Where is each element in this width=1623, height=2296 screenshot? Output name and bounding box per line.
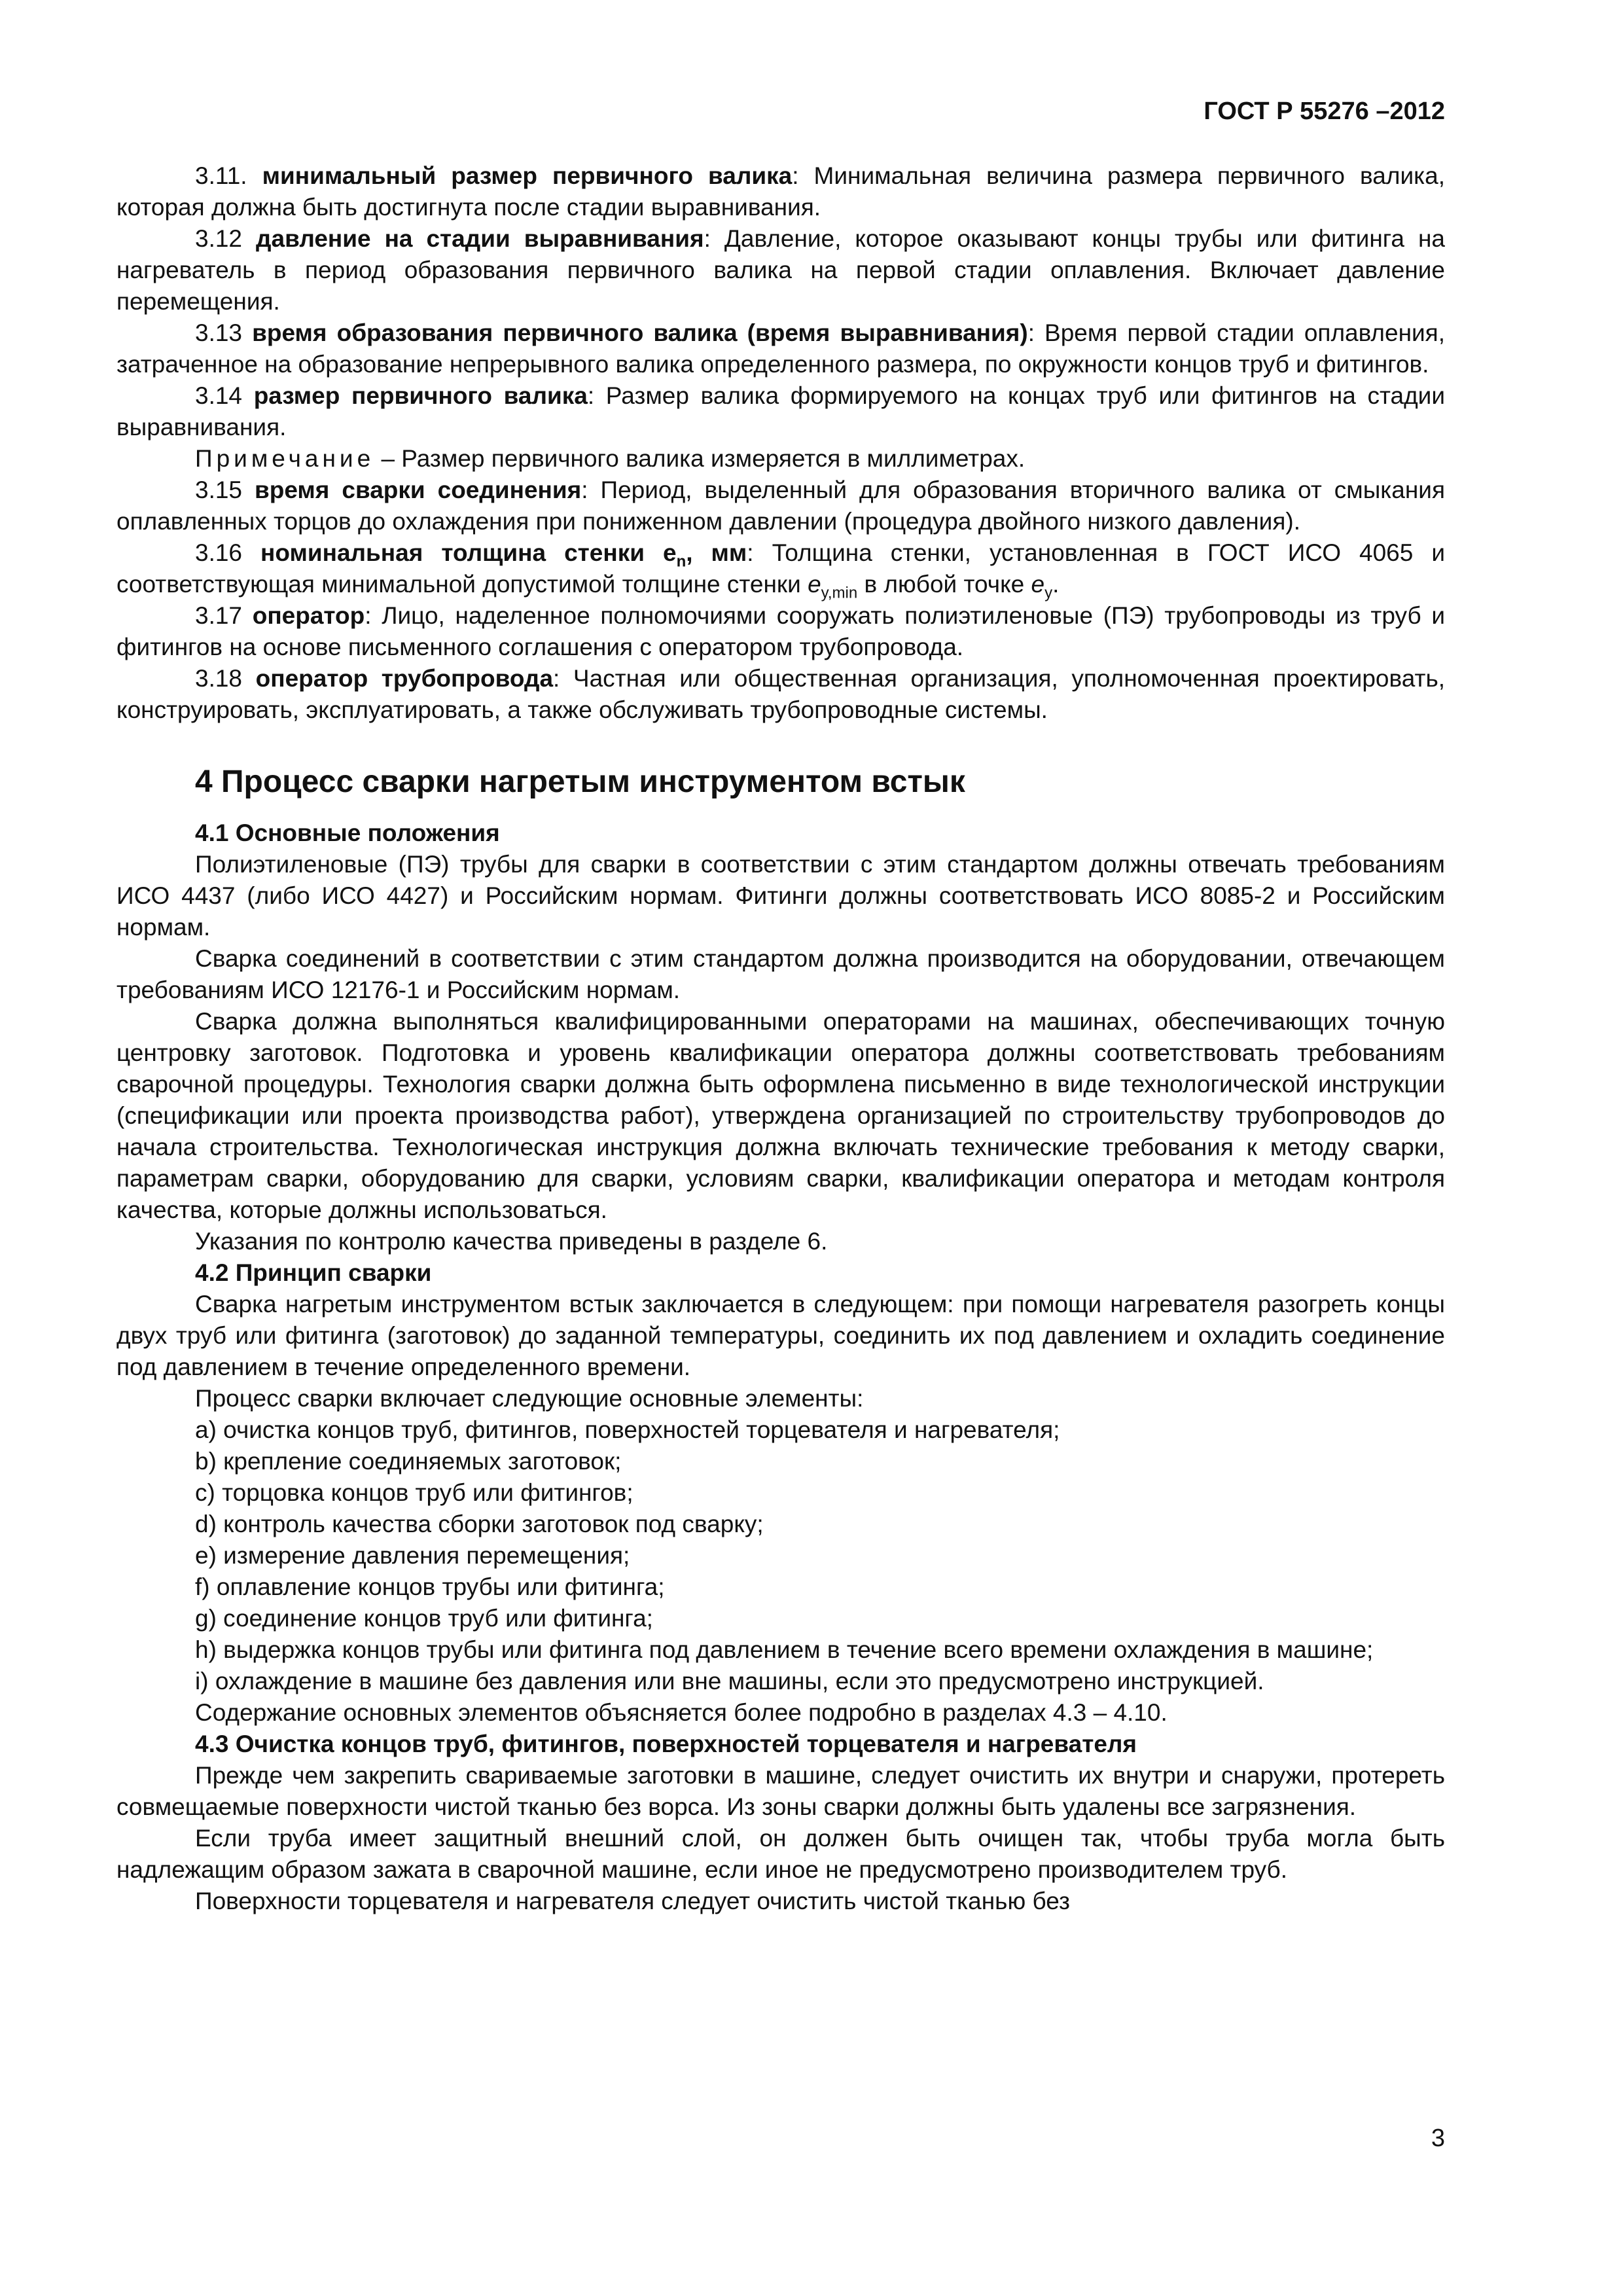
subsection-4-2-heading: 4.2 Принцип сварки [195,1259,432,1286]
list-item: f) оплавление концов трубы или фитинга; [195,1573,665,1600]
definition-term: оператор трубопровода [255,665,554,692]
definition-number: 3.13 [195,319,243,346]
list-item: g) соединение концов труб или фитинга; [195,1605,653,1632]
definition-text: : Давление, которое оказывают концы трубы или фитинга на нагреватель в период образования первичного валика на первой стадии оплавления. Включает давление перемещения. [116,225,1445,315]
definition-text: : Размер валика формируемого на концах труб или фитингов на стадии выравнивания. [116,382,1446,440]
note-label: Примечание [195,445,375,472]
definition-text: : Лицо, наделенное полномочиями сооружать полиэтиленовые (ПЭ) трубопроводы из труб и фитингов на основе письменного соглашения с оператором трубопровода. [116,602,1446,660]
definition-3-14 [116,380,1445,443]
definition-text: : Минимальная величина размера первичного валика, которая должна быть достигнута после стадии выравнивания. [116,162,1445,221]
symbol-e: e [808,571,821,598]
definition-term: минимальный размер первичного валика [262,162,793,189]
paragraph: Сварка нагретым инструментом встык заключается в следующем: при помощи нагревателя разогреть концы двух труб или фитинга (заготовок) до заданной температуры, соединить их под давлением и охладить соединение под давлением в течение определенного времени. [116,1291,1445,1380]
list-item: c) торцовка концов труб или фитингов; [195,1479,633,1506]
subsection-4-3-heading: 4.3 Очистка концов труб, фитингов, поверхностей торцевателя и нагревателя [195,1731,1137,1757]
paragraph: Полиэтиленовые (ПЭ) трубы для сварки в соответствии с этим стандартом должны отвечать требованиям ИСО 4437 (либо ИСО 4427) и Российским нормам. Фитинги должны соответствовать ИСО 8085-2 и Российским нормам. [116,851,1445,941]
definition-number: 3.16 [195,539,243,566]
definition-term [260,539,747,571]
symbol-e: e [1031,571,1045,598]
paragraph: Содержание основных элементов объясняется более подробно в разделах 4.3 – 4.10. [195,1699,1168,1726]
definition-text: : Частная или общественная организация, уполномоченная проектировать, конструировать, эксплуатировать, а также обслуживать трубопроводные системы. [116,665,1446,723]
section-4-heading: 4 Процесс сварки нагретым инструментом встык [195,764,965,799]
definition-3-15 [116,475,1445,537]
definition-3-13 [116,317,1445,380]
definition-term: время образования первичного валика (время выравнивания) [252,319,1028,346]
list-item: d) контроль качества сборки заготовок под сварку; [195,1511,764,1537]
paragraph: Если труба имеет защитный внешний слой, он должен быть очищен так, чтобы труба могла быть надлежащим образом зажата в сварочной машине, если иное не предусмотрено производителем труб. [116,1825,1445,1883]
term-part: номинальная толщина стенки e [260,539,677,566]
definition-number: 3.17 [195,602,243,629]
document-code-header: ГОСТ Р 55276 –2012 [1204,98,1445,125]
definition-text: : Толщина стенки, установленная в ГОСТ ИСО 4065 и соответствующая минимальной допустимой толщине стенки [116,539,1445,598]
definition-number: 3.18 [195,665,243,692]
definition-number: 3.11. [195,162,247,189]
definition-3-17 [116,600,1445,663]
page-number: 3 [1431,2125,1445,2152]
definition-term: время сварки соединения [255,476,582,503]
definition-number: 3.14 [195,382,243,409]
definition-term: оператор [252,602,365,629]
paragraph: Сварка должна выполняться квалифицированными операторами на машинах, обеспечивающих точную центровку заготовок. Подготовка и уровень квалификации оператора должны соответствовать требованиям сварочной процедуры. Технология сварки должна быть оформлена письменно в виде технологической инструкции (спецификации или проекта производства работ), утверждена организацией по строительству трубопроводов до начала строительства. Технологическая инструкция должна включать технические требования к методу сварки, параметрам сварки, оборудованию для сварки, условиям сварки, квалификации оператора и методам контроля качества, которые должны использоваться. [116,1008,1445,1223]
definition-text: : Время первой стадии оплавления, затраченное на образование непрерывного валика определенного размера, по окружности концов труб и фитингов. [116,319,1446,378]
paragraph: Указания по контролю качества приведены в разделе 6. [195,1228,828,1255]
definition-number: 3.12 [195,225,243,252]
definition-term: размер первичного валика [253,382,588,409]
definition-3-18 [116,663,1445,726]
definition-3-11 [116,160,1445,223]
definition-3-12 [116,223,1445,317]
paragraph: Процесс сварки включает следующие основные элементы: [195,1385,864,1412]
definition-term: давление на стадии выравнивания [256,225,704,252]
definition-text: : Период, выделенный для образования вторичного валика от смыкания оплавленных торцов до охлаждения при пониженном давлении (процедура двойного низкого давления). [116,476,1446,535]
document-body [116,160,1445,1917]
note-text: – Размер первичного валика измеряется в миллиметрах. [374,445,1026,472]
note [116,443,1445,475]
symbol-subscript: y [1044,584,1053,602]
definition-3-16 [116,537,1445,600]
list-item: b) крепление соединяемых заготовок; [195,1448,622,1475]
definition-number: 3.15 [195,476,243,503]
definition-text: в любой точке [857,571,1031,598]
definition-text: . [1052,571,1060,598]
symbol-subscript: y,min [821,584,858,602]
term-subscript: n [676,552,687,571]
term-unit: , мм [686,539,747,566]
subsection-4-1-heading: 4.1 Основные положения [195,819,500,846]
list-item: e) измерение давления перемещения; [195,1542,630,1569]
paragraph: Прежде чем закрепить свариваемые заготовки в машине, следует очистить их внутри и снаружи, протереть совмещаемые поверхности чистой тканью без ворса. Из зоны сварки должны быть удалены все загрязнения. [116,1762,1445,1820]
paragraph: Поверхности торцевателя и нагревателя следует очистить чистой тканью без [195,1888,1070,1914]
list-item: h) выдержка концов трубы или фитинга под давлением в течение всего времени охлаждения в машине; [195,1636,1374,1663]
list-item: a) очистка концов труб, фитингов, поверхностей торцевателя и нагревателя; [195,1416,1060,1443]
list-item: i) охлаждение в машине без давления или вне машины, если это предусмотрено инструкцией. [195,1668,1264,1695]
paragraph: Сварка соединений в соответствии с этим стандартом должна производится на оборудовании, отвечающем требованиям ИСО 12176-1 и Российским нормам. [116,945,1445,1003]
